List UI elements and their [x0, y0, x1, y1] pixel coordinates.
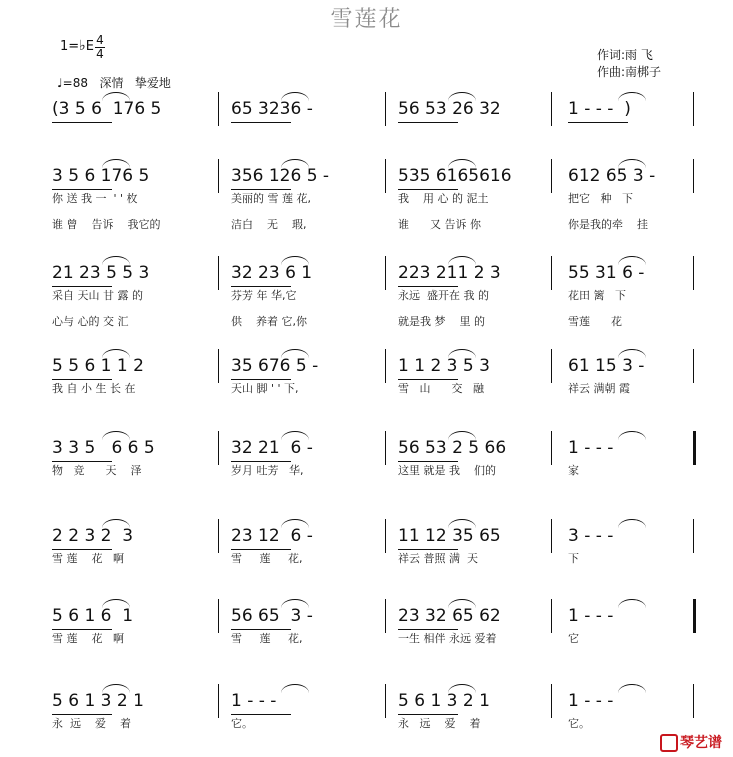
logo-icon — [660, 734, 678, 752]
lyric-line-1: 祥云 满朝 霞 — [568, 382, 630, 395]
slur-mark — [618, 431, 646, 440]
lyric-line-1: 天山 脚 ' ' 下, — [231, 382, 299, 395]
slur-mark — [448, 431, 476, 440]
lyric-line-1: 岁月 吐芳 华, — [231, 464, 304, 477]
measure-notes: (3 5 6 176 5 — [52, 99, 162, 119]
slur-mark — [448, 599, 476, 608]
measure-notes: 56 65 3 - — [231, 606, 313, 626]
flat-symbol: ♭ — [79, 38, 86, 54]
measure-notes: 5 6 1 6 1 — [52, 606, 134, 626]
measure-notes: 1 1 2 3 5 3 — [398, 356, 490, 376]
measure-notes: 21 23 5 5 3 — [52, 263, 150, 283]
measure-notes: 55 31 6 - — [568, 263, 645, 283]
song-title: 雪莲花 — [330, 7, 403, 32]
bar-line — [385, 684, 386, 718]
bar-line — [218, 256, 219, 290]
measure-notes: 535 6165616 — [398, 166, 512, 186]
bar-line — [551, 349, 552, 383]
measure-notes: 5 6 1 3 2 1 — [398, 691, 490, 711]
slur-mark — [102, 349, 130, 358]
slur-mark — [448, 349, 476, 358]
slur-mark — [281, 92, 309, 101]
measure-notes: 23 12 6 - — [231, 526, 313, 546]
bar-line — [693, 159, 694, 193]
measure-notes: 3 3 5 6 6 5 — [52, 438, 155, 458]
bar-line — [385, 599, 386, 633]
bar-line — [551, 159, 552, 193]
bar-line — [693, 92, 694, 126]
bar-line — [551, 599, 552, 633]
bar-line — [693, 349, 694, 383]
bar-line — [218, 349, 219, 383]
slur-mark — [102, 92, 130, 101]
lyric-line-2: 你是我的牵 挂 — [568, 218, 648, 231]
bar-line — [693, 256, 694, 290]
lyric-line-1: 家 — [568, 464, 579, 477]
slur-mark — [448, 684, 476, 693]
watermark — [660, 732, 722, 752]
beam-line — [231, 122, 291, 123]
beam-line — [231, 189, 291, 190]
slur-mark — [281, 256, 309, 265]
lyric-line-2: 洁白 无 瑕, — [231, 218, 307, 231]
slur-mark — [618, 349, 646, 358]
measure-notes: 1 - - - — [568, 691, 614, 711]
lyric-line-1: 雪 莲 花 啊 — [52, 632, 124, 645]
lyric-line-1: 芬芳 年 华,它 — [231, 289, 297, 302]
measure-notes: 5 5 6 1 1 2 — [52, 356, 144, 376]
beam-line — [231, 629, 291, 630]
beam-line — [398, 189, 458, 190]
beam-line — [398, 461, 458, 462]
slur-mark — [102, 159, 130, 168]
lyric-line-1: 它。 — [568, 717, 590, 730]
lyric-line-1: 你 送 我 一 ' ' 枚 — [52, 192, 138, 205]
measure-notes: 1 - - - — [568, 438, 614, 458]
beam-line — [231, 379, 291, 380]
slur-mark — [618, 256, 646, 265]
quarter-note-icon: ♩ — [57, 76, 63, 90]
slur-mark — [448, 159, 476, 168]
measure-notes: 3 5 6 176 5 — [52, 166, 150, 186]
slur-mark — [618, 519, 646, 528]
bar-line — [385, 431, 386, 465]
bar-line — [693, 599, 696, 633]
bar-line — [551, 256, 552, 290]
beam-line — [52, 286, 112, 287]
key-signature — [60, 38, 94, 54]
watermark-text: 琴艺谱 — [680, 735, 722, 751]
lyric-line-1: 美丽的 雪 莲 花, — [231, 192, 311, 205]
measure-notes: 23 32 65 62 — [398, 606, 501, 626]
beam-line — [231, 461, 291, 462]
slur-mark — [102, 431, 130, 440]
measure-notes: 35 676 5 - — [231, 356, 319, 376]
bar-line — [551, 684, 552, 718]
lyric-line-1: 下 — [568, 552, 579, 565]
slur-mark — [281, 159, 309, 168]
lyric-line-1: 这里 就是 我 们的 — [398, 464, 496, 477]
beam-line — [398, 714, 458, 715]
slur-mark — [281, 349, 309, 358]
slur-mark — [618, 684, 646, 693]
measure-notes: 32 23 6 1 — [231, 263, 313, 283]
lyric-line-1: 它。 — [231, 717, 253, 730]
measure-notes: 32 21 6 - — [231, 438, 313, 458]
measure-notes: 11 12 35 65 — [398, 526, 501, 546]
lyric-line-1: 雪 莲 花, — [231, 632, 303, 645]
measure-notes: 65 3236 - — [231, 99, 313, 119]
beam-line — [398, 629, 458, 630]
lyric-line-1: 我 用 心 的 泥土 — [398, 192, 489, 205]
beam-line — [568, 122, 628, 123]
lyric-line-1: 物 竞 天 泽 — [52, 464, 142, 477]
lyric-line-1: 采自 天山 甘 露 的 — [52, 289, 143, 302]
bar-line — [218, 431, 219, 465]
lyric-line-1: 永远 盛开在 我 的 — [398, 289, 489, 302]
slur-mark — [618, 159, 646, 168]
meter-bottom: 4 — [96, 47, 104, 61]
measure-notes: 5 6 1 3 2 1 — [52, 691, 144, 711]
lyric-line-1: 雪 山 交 融 — [398, 382, 484, 395]
measure-notes: 223 211 2 3 — [398, 263, 501, 283]
lyric-line-1: 一生 相伴 永远 爱着 — [398, 632, 497, 645]
bar-line — [551, 92, 552, 126]
bar-line — [218, 599, 219, 633]
composer-credit: 作曲:南梆子 — [597, 65, 662, 79]
lyric-line-1: 永 远 爱 着 — [398, 717, 481, 730]
lyric-line-1: 雪 莲 花, — [231, 552, 303, 565]
lyric-line-1: 它 — [568, 632, 579, 645]
bar-line — [218, 684, 219, 718]
beam-line — [231, 714, 291, 715]
measure-notes: 56 53 2 5 66 — [398, 438, 507, 458]
beam-line — [52, 379, 112, 380]
time-signature — [95, 34, 105, 61]
slur-mark — [618, 599, 646, 608]
expression-2: 挚爱地 — [134, 76, 171, 90]
beam-line — [231, 549, 291, 550]
lyric-line-2: 供 养着 它,你 — [231, 315, 307, 328]
slur-mark — [102, 519, 130, 528]
lyric-line-1: 祥云 普照 满 天 — [398, 552, 478, 565]
bar-line — [218, 519, 219, 553]
measure-notes: 356 126 5 - — [231, 166, 330, 186]
lyric-line-1: 雪 莲 花 啊 — [52, 552, 124, 565]
bar-line — [218, 92, 219, 126]
beam-line — [398, 122, 458, 123]
beam-line — [231, 286, 291, 287]
measure-notes: 1 - - - — [568, 606, 614, 626]
bar-line — [551, 431, 552, 465]
lyric-line-2: 雪莲 花 — [568, 315, 622, 328]
slur-mark — [102, 256, 130, 265]
slur-mark — [281, 599, 309, 608]
beam-line — [52, 189, 112, 190]
tempo-value: =88 — [62, 76, 88, 90]
measure-notes: 61 15 3 - — [568, 356, 645, 376]
lyric-line-1: 花田 篱 下 — [568, 289, 626, 302]
key-prefix: 1= — [60, 39, 80, 54]
lyric-line-1: 我 自 小 生 长 在 — [52, 382, 136, 395]
bar-line — [693, 431, 696, 465]
slur-mark — [102, 684, 130, 693]
measure-notes: 1 - - - ) — [568, 99, 631, 119]
bar-line — [551, 519, 552, 553]
lyric-line-2: 谁 曾 告诉 我它的 — [52, 218, 161, 231]
measure-notes: 1 - - - — [231, 691, 277, 711]
tempo-marking — [57, 74, 171, 91]
beam-line — [52, 714, 112, 715]
measure-notes: 3 - - - — [568, 526, 614, 546]
measure-notes: 612 65 3 - — [568, 166, 656, 186]
lyric-line-2: 就是我 梦 里 的 — [398, 315, 485, 328]
slur-mark — [281, 684, 309, 693]
slur-mark — [448, 519, 476, 528]
lyric-line-2: 谁 又 告诉 你 — [398, 218, 481, 231]
lyric-line-2: 心与 心的 交 汇 — [52, 315, 129, 328]
beam-line — [398, 286, 458, 287]
beam-line — [398, 549, 458, 550]
bar-line — [218, 159, 219, 193]
bar-line — [385, 256, 386, 290]
lyricist-credit: 作词:雨 飞 — [597, 48, 653, 62]
beam-line — [398, 379, 458, 380]
expression-1: 深情 — [99, 76, 124, 90]
slur-mark — [448, 92, 476, 101]
meter-top: 4 — [96, 33, 104, 47]
slur-mark — [281, 519, 309, 528]
slur-mark — [618, 92, 646, 101]
lyric-line-1: 把它 种 下 — [568, 192, 633, 205]
beam-line — [52, 461, 112, 462]
measure-notes: 56 53 26 32 — [398, 99, 501, 119]
bar-line — [385, 519, 386, 553]
bar-line — [385, 92, 386, 126]
key-note: E — [85, 39, 94, 54]
lyric-line-1: 永 远 爱 着 — [52, 717, 131, 730]
bar-line — [385, 349, 386, 383]
beam-line — [52, 549, 112, 550]
bar-line — [385, 159, 386, 193]
bar-line — [693, 684, 694, 718]
slur-mark — [102, 599, 130, 608]
beam-line — [52, 122, 112, 123]
bar-line — [693, 519, 694, 553]
slur-mark — [281, 431, 309, 440]
measure-notes: 2 2 3 2 3 — [52, 526, 134, 546]
slur-mark — [448, 256, 476, 265]
beam-line — [52, 629, 112, 630]
